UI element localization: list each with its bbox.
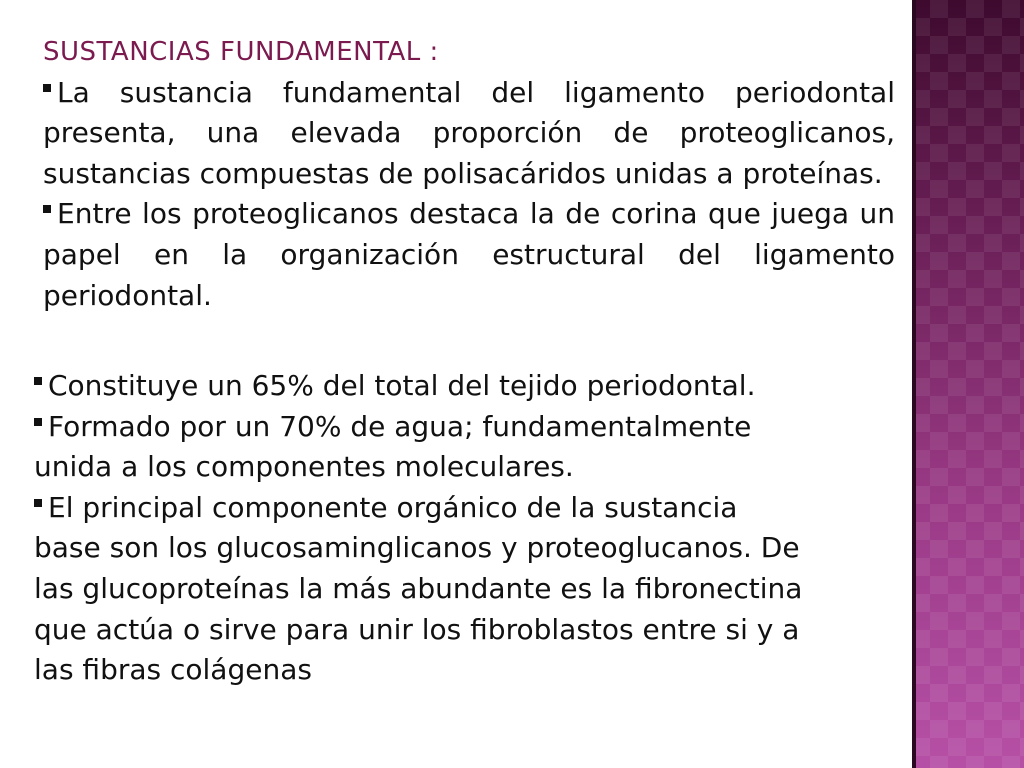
- bottom-line-1-text: Constituye un 65% del total del tejido periodontal.: [48, 369, 756, 402]
- decorative-side-band: [912, 0, 1024, 768]
- bottom-line-8-text: las fibras colágenas: [34, 653, 312, 687]
- square-bullet-icon: [43, 205, 51, 213]
- bottom-line-1: [34, 366, 894, 407]
- bottom-line-5-text: base son los glucosaminglicanos y proteoglucanos. De: [34, 531, 800, 565]
- bottom-line-4: [34, 488, 894, 529]
- square-bullet-icon: [34, 418, 42, 426]
- bottom-line-3-text: unida a los componentes moleculares.: [34, 450, 574, 484]
- top-text-block: [43, 32, 895, 316]
- bottom-text-block: [34, 366, 894, 691]
- side-band-edge: [912, 0, 916, 768]
- bottom-line-2-text: Formado por un 70% de agua; fundamentalmente: [48, 409, 752, 443]
- bottom-line-6-text: las glucoproteínas la más abundante es la fibronectina: [34, 571, 803, 605]
- bottom-line-7: [34, 610, 894, 651]
- bottom-line-7-text: que actúa o sirve para unir los fibroblastos entre si y a: [34, 612, 800, 646]
- square-bullet-icon: [43, 84, 51, 92]
- bullet-paragraph-1-text: La sustancia fundamental del ligamento periodontal presenta, una elevada proporción de proteoglicanos, sustancias compuestas de polisacáridos unidas a proteínas.: [43, 75, 895, 190]
- square-bullet-icon: [34, 499, 42, 507]
- bullet-paragraph-2-text: Entre los proteoglicanos destaca la de corina que juega un papel en la organización estructural del ligamento periodontal.: [43, 197, 895, 312]
- bottom-line-2: [34, 407, 894, 448]
- bottom-line-4-text: El principal componente orgánico de la sustancia: [48, 490, 738, 524]
- bottom-line-6: [34, 569, 894, 610]
- bottom-line-8: [34, 650, 894, 691]
- bullet-paragraph-2: [43, 194, 895, 316]
- bottom-line-5: [34, 528, 894, 569]
- bottom-line-3: [34, 447, 894, 488]
- square-bullet-icon: [34, 377, 42, 385]
- bullet-paragraph-1: [43, 73, 895, 195]
- slide-heading: SUSTANCIAS FUNDAMENTAL :: [43, 37, 439, 67]
